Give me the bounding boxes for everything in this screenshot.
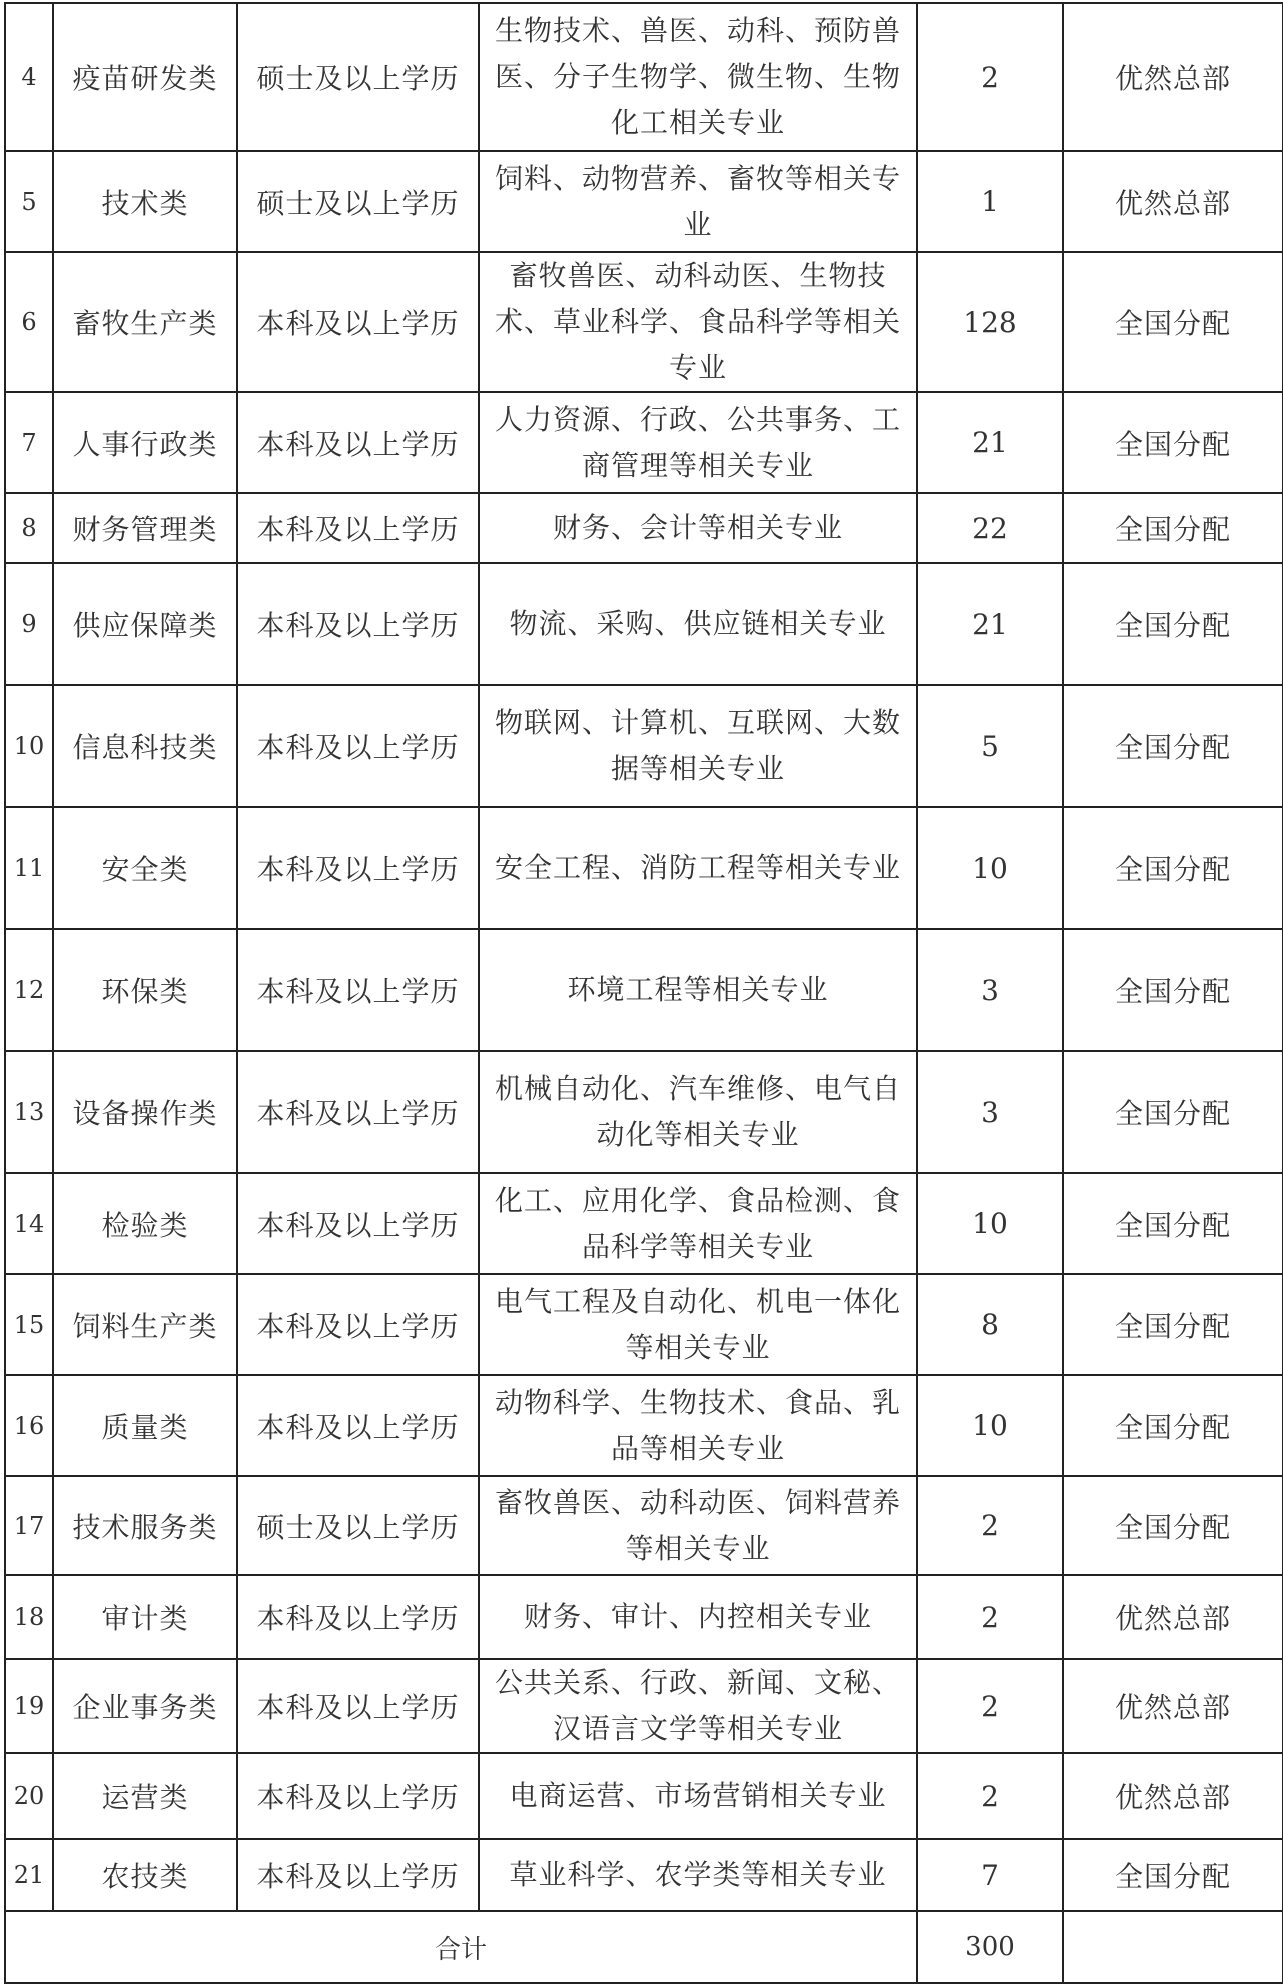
table-row <box>5 151 1283 252</box>
work-location: 优然总部 <box>1063 3 1283 151</box>
table-row <box>5 929 1283 1051</box>
major-requirement: 饲料、动物营养、畜牧等相关专业 <box>479 151 917 252</box>
job-category: 畜牧生产类 <box>53 252 237 392</box>
work-location: 全国分配 <box>1063 1476 1283 1575</box>
headcount: 2 <box>917 1476 1063 1575</box>
work-location: 全国分配 <box>1063 1839 1283 1911</box>
headcount: 1 <box>917 151 1063 252</box>
education-requirement: 本科及以上学历 <box>237 1274 479 1375</box>
headcount: 128 <box>917 252 1063 392</box>
row-number: 13 <box>5 1051 53 1173</box>
table-body <box>5 3 1283 1983</box>
headcount: 10 <box>917 1173 1063 1274</box>
major-requirement: 动物科学、生物技术、食品、乳品等相关专业 <box>479 1375 917 1476</box>
major-requirement: 人力资源、行政、公共事务、工商管理等相关专业 <box>479 392 917 493</box>
recruitment-table <box>4 2 1283 1984</box>
row-number: 9 <box>5 563 53 685</box>
headcount: 3 <box>917 1051 1063 1173</box>
row-number: 4 <box>5 3 53 151</box>
education-requirement: 本科及以上学历 <box>237 1375 479 1476</box>
major-requirement: 畜牧兽医、动科动医、饲料营养等相关专业 <box>479 1476 917 1575</box>
job-category: 质量类 <box>53 1375 237 1476</box>
major-requirement: 化工、应用化学、食品检测、食品科学等相关专业 <box>479 1173 917 1274</box>
job-category: 企业事务类 <box>53 1659 237 1753</box>
table-row <box>5 1659 1283 1753</box>
work-location: 优然总部 <box>1063 1575 1283 1659</box>
row-number: 10 <box>5 685 53 807</box>
row-number: 12 <box>5 929 53 1051</box>
headcount: 21 <box>917 563 1063 685</box>
education-requirement: 本科及以上学历 <box>237 1839 479 1911</box>
job-category: 疫苗研发类 <box>53 3 237 151</box>
work-location: 全国分配 <box>1063 1274 1283 1375</box>
education-requirement: 硕士及以上学历 <box>237 1476 479 1575</box>
major-requirement: 财务、审计、内控相关专业 <box>479 1575 917 1659</box>
total-value: 300 <box>917 1911 1063 1983</box>
work-location: 全国分配 <box>1063 685 1283 807</box>
education-requirement: 本科及以上学历 <box>237 1051 479 1173</box>
row-number: 20 <box>5 1753 53 1839</box>
row-number: 18 <box>5 1575 53 1659</box>
headcount: 8 <box>917 1274 1063 1375</box>
education-requirement: 本科及以上学历 <box>237 807 479 929</box>
education-requirement: 本科及以上学历 <box>237 252 479 392</box>
job-category: 人事行政类 <box>53 392 237 493</box>
row-number: 19 <box>5 1659 53 1753</box>
major-requirement: 生物技术、兽医、动科、预防兽医、分子生物学、微生物、生物化工相关专业 <box>479 3 917 151</box>
headcount: 2 <box>917 1753 1063 1839</box>
major-requirement: 安全工程、消防工程等相关专业 <box>479 807 917 929</box>
job-category: 环保类 <box>53 929 237 1051</box>
table-row <box>5 1839 1283 1911</box>
education-requirement: 硕士及以上学历 <box>237 3 479 151</box>
table-row <box>5 1575 1283 1659</box>
major-requirement: 环境工程等相关专业 <box>479 929 917 1051</box>
work-location: 优然总部 <box>1063 151 1283 252</box>
table-row <box>5 392 1283 493</box>
table-row <box>5 252 1283 392</box>
total-row <box>5 1911 1283 1983</box>
education-requirement: 本科及以上学历 <box>237 1659 479 1753</box>
major-requirement: 机械自动化、汽车维修、电气自动化等相关专业 <box>479 1051 917 1173</box>
table-row <box>5 1274 1283 1375</box>
major-requirement: 电商运营、市场营销相关专业 <box>479 1753 917 1839</box>
job-category: 运营类 <box>53 1753 237 1839</box>
work-location: 全国分配 <box>1063 563 1283 685</box>
row-number: 14 <box>5 1173 53 1274</box>
table-row <box>5 1051 1283 1173</box>
education-requirement: 本科及以上学历 <box>237 929 479 1051</box>
headcount: 10 <box>917 807 1063 929</box>
major-requirement: 畜牧兽医、动科动医、生物技术、草业科学、食品科学等相关专业 <box>479 252 917 392</box>
major-requirement: 物流、采购、供应链相关专业 <box>479 563 917 685</box>
row-number: 15 <box>5 1274 53 1375</box>
work-location: 全国分配 <box>1063 252 1283 392</box>
row-number: 17 <box>5 1476 53 1575</box>
work-location: 全国分配 <box>1063 1375 1283 1476</box>
major-requirement: 电气工程及自动化、机电一体化等相关专业 <box>479 1274 917 1375</box>
work-location: 全国分配 <box>1063 807 1283 929</box>
education-requirement: 硕士及以上学历 <box>237 151 479 252</box>
education-requirement: 本科及以上学历 <box>237 685 479 807</box>
job-category: 审计类 <box>53 1575 237 1659</box>
headcount: 10 <box>917 1375 1063 1476</box>
work-location: 全国分配 <box>1063 1051 1283 1173</box>
row-number: 7 <box>5 392 53 493</box>
job-category: 安全类 <box>53 807 237 929</box>
education-requirement: 本科及以上学历 <box>237 392 479 493</box>
education-requirement: 本科及以上学历 <box>237 493 479 563</box>
row-number: 21 <box>5 1839 53 1911</box>
job-category: 检验类 <box>53 1173 237 1274</box>
table-row <box>5 807 1283 929</box>
work-location: 全国分配 <box>1063 493 1283 563</box>
table-row <box>5 1476 1283 1575</box>
major-requirement: 财务、会计等相关专业 <box>479 493 917 563</box>
headcount: 2 <box>917 1575 1063 1659</box>
job-category: 技术类 <box>53 151 237 252</box>
job-category: 财务管理类 <box>53 493 237 563</box>
headcount: 2 <box>917 1659 1063 1753</box>
education-requirement: 本科及以上学历 <box>237 1753 479 1839</box>
work-location: 优然总部 <box>1063 1659 1283 1753</box>
job-category: 供应保障类 <box>53 563 237 685</box>
headcount: 2 <box>917 3 1063 151</box>
job-category: 饲料生产类 <box>53 1274 237 1375</box>
total-label: 合计 <box>5 1911 917 1983</box>
headcount: 22 <box>917 493 1063 563</box>
work-location: 全国分配 <box>1063 392 1283 493</box>
row-number: 6 <box>5 252 53 392</box>
major-requirement: 公共关系、行政、新闻、文秘、汉语言文学等相关专业 <box>479 1659 917 1753</box>
headcount: 5 <box>917 685 1063 807</box>
table-row <box>5 493 1283 563</box>
job-category: 技术服务类 <box>53 1476 237 1575</box>
total-empty-cell <box>1063 1911 1283 1983</box>
major-requirement: 物联网、计算机、互联网、大数据等相关专业 <box>479 685 917 807</box>
headcount: 3 <box>917 929 1063 1051</box>
row-number: 8 <box>5 493 53 563</box>
job-category: 设备操作类 <box>53 1051 237 1173</box>
work-location: 全国分配 <box>1063 1173 1283 1274</box>
table-row <box>5 563 1283 685</box>
headcount: 7 <box>917 1839 1063 1911</box>
education-requirement: 本科及以上学历 <box>237 1575 479 1659</box>
major-requirement: 草业科学、农学类等相关专业 <box>479 1839 917 1911</box>
education-requirement: 本科及以上学历 <box>237 563 479 685</box>
row-number: 11 <box>5 807 53 929</box>
table-row <box>5 3 1283 151</box>
row-number: 16 <box>5 1375 53 1476</box>
table-row <box>5 1173 1283 1274</box>
education-requirement: 本科及以上学历 <box>237 1173 479 1274</box>
job-category: 农技类 <box>53 1839 237 1911</box>
row-number: 5 <box>5 151 53 252</box>
table-row <box>5 685 1283 807</box>
headcount: 21 <box>917 392 1063 493</box>
work-location: 全国分配 <box>1063 929 1283 1051</box>
job-category: 信息科技类 <box>53 685 237 807</box>
work-location: 优然总部 <box>1063 1753 1283 1839</box>
table-row <box>5 1753 1283 1839</box>
table-row <box>5 1375 1283 1476</box>
